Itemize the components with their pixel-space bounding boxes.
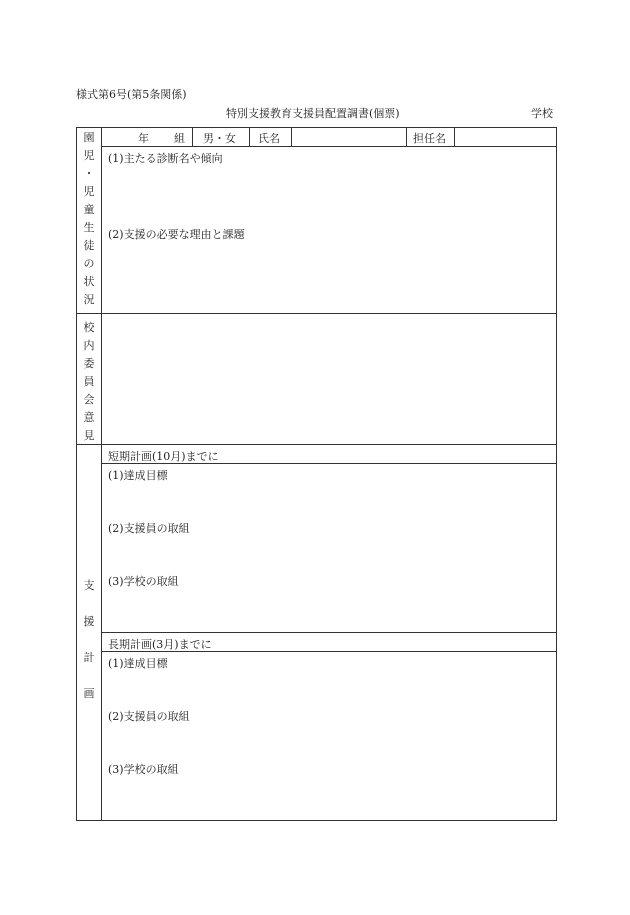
long-term-goal-item: (1)達成目標 bbox=[108, 657, 168, 670]
grade-year-label: 年 bbox=[138, 132, 149, 145]
long-term-school-effort-item: (3)学校の取組 bbox=[108, 763, 179, 776]
homeroom-teacher-field[interactable] bbox=[455, 128, 555, 145]
short-term-plan-heading: 短期計画(10月)までに bbox=[108, 450, 219, 463]
short-term-school-effort-item: (3)学校の取組 bbox=[108, 575, 179, 588]
sex-label: 男・女 bbox=[203, 132, 236, 145]
homeroom-teacher-label: 担任名 bbox=[413, 132, 446, 145]
student-status-field[interactable] bbox=[102, 147, 555, 312]
support-reason-item: (2)支援の必要な理由と課題 bbox=[108, 228, 245, 241]
support-plan-side-label: 支 援 計 画 bbox=[83, 579, 95, 700]
student-status-side-label: 園 児 ・ 児 童 生 徒 の 状 況 bbox=[83, 131, 95, 306]
name-field[interactable] bbox=[292, 128, 405, 145]
long-term-plan-heading: 長期計画(3月)までに bbox=[108, 638, 212, 651]
short-term-aide-effort-item: (2)支援員の取組 bbox=[108, 522, 190, 535]
long-term-aide-effort-item: (2)支援員の取組 bbox=[108, 710, 190, 723]
class-label: 組 bbox=[174, 132, 185, 145]
committee-opinion-field[interactable] bbox=[102, 314, 555, 443]
short-term-goal-item: (1)達成目標 bbox=[108, 469, 168, 482]
committee-opinion-side-label: 校 内 委 員 会 意 見 bbox=[83, 321, 95, 442]
form-title: 特別支援教育支援員配置調書(個票) bbox=[226, 107, 400, 120]
name-label: 氏名 bbox=[258, 132, 280, 145]
diagnosis-item: (1)主たる診断名や傾向 bbox=[108, 152, 223, 165]
form-number: 様式第6号(第5条関係) bbox=[76, 88, 187, 101]
short-term-plan-field[interactable] bbox=[102, 464, 555, 631]
school-suffix: 学校 bbox=[531, 107, 553, 120]
long-term-plan-field[interactable] bbox=[102, 652, 555, 819]
